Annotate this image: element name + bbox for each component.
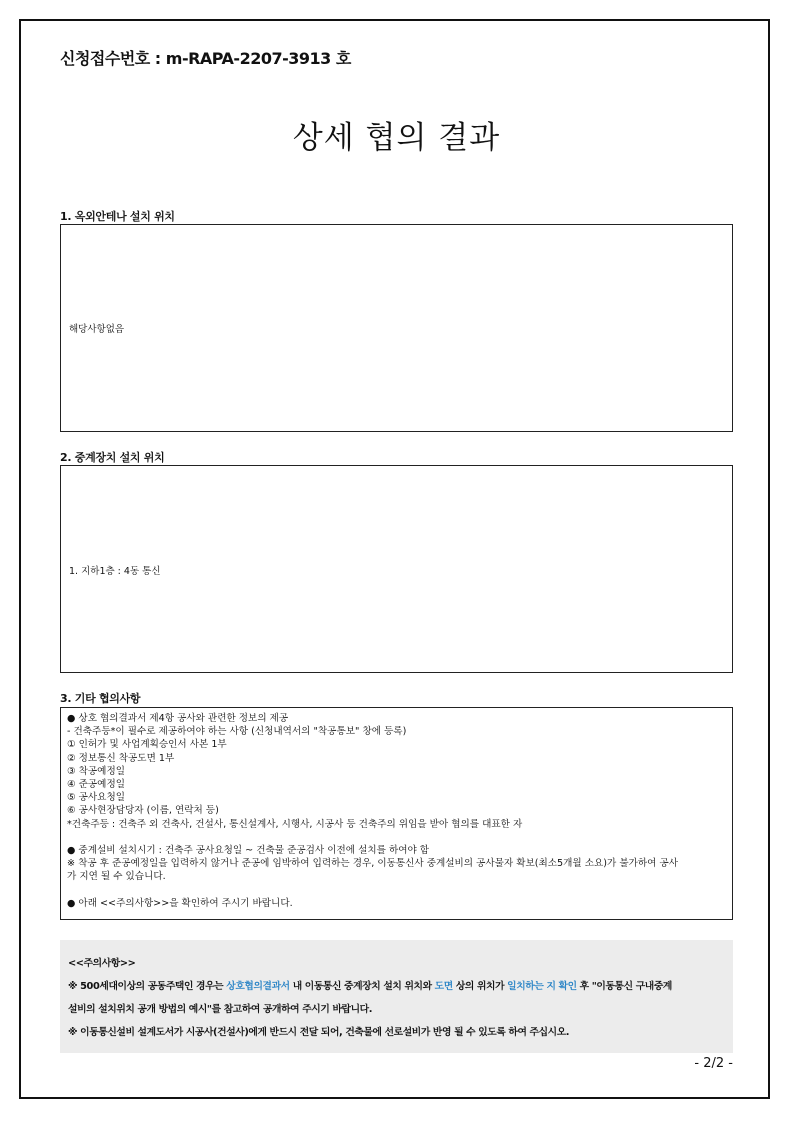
- other-note-line: ⑤ 공사요청일: [67, 792, 125, 804]
- notice-line-1: ※ 500세대이상의 공동주택인 경우는 상호협의결과서 내 이동통신 중계장치 설치 위치와 도면 상의 위치가 일치하는 지 확인 후 "이동통신 구내중계: [68, 981, 672, 992]
- other-note-line: [67, 884, 726, 897]
- other-note-line: ④ 준공예정일: [67, 779, 125, 791]
- other-note-line: 가 지연 될 수 있습니다.: [67, 871, 166, 883]
- other-note-line: [67, 831, 726, 844]
- section-antenna-box: [60, 224, 733, 432]
- notice-highlight-match: 일치하는 지 확인: [507, 981, 577, 992]
- other-note-line: ③ 착공예정일: [67, 765, 125, 777]
- application-number: 신청접수번호 : m-RAPA-2207-3913 호: [60, 49, 351, 68]
- section-antenna-heading: 1. 옥외안테나 설치 위치: [60, 210, 175, 223]
- section-relay-box: [60, 465, 733, 673]
- section-antenna-content: 해당사항없음: [69, 324, 125, 335]
- notice-line-3: ※ 이동통신설비 설계도서가 시공사(건설사)에게 반드시 전달 되어, 건축물에 선로설비가 반영 될 수 있도록 하여 주십시오.: [68, 1027, 570, 1038]
- other-note-line: ● 중계설비 설치시기 : 건축주 공사요청일 ~ 건축물 준공검사 이전에 설치를 하여야 함: [67, 845, 430, 857]
- notice-line-2: 설비의 설치위치 공개 방법의 예시"를 참고하여 공개하여 주시기 바랍니다.: [68, 1004, 373, 1015]
- other-note-line: ⑥ 공사현장담당자 (이름, 연락처 등): [67, 805, 219, 817]
- other-notes-list: [67, 712, 726, 910]
- other-note-line: ② 정보통신 착공도면 1부: [67, 752, 175, 764]
- page-number: - 2/2 -: [694, 1056, 733, 1071]
- caution-notice: [60, 940, 733, 1053]
- other-note-line: - 건축주등*이 필수로 제공하여야 하는 사항 (신청내역서의 "착공통보" 창에 등록): [67, 726, 407, 738]
- section-relay-heading: 2. 중계장치 설치 위치: [60, 451, 165, 464]
- other-note-line: ● 상호 협의결과서 제4항 공사와 관련한 정보의 제공: [67, 713, 289, 724]
- other-note-line: ※ 착공 후 준공예정일을 입력하지 않거나 준공에 임박하여 입력하는 경우, 이동통신사 중계설비의 공사물자 확보(최소5개월 소요)가 불가하여 공사: [67, 858, 678, 870]
- section-other-heading: 3. 기타 협의사항: [60, 692, 141, 705]
- section-relay-content: 1. 지하1층 : 4동 통신: [69, 566, 161, 577]
- notice-highlight-agreement: 상호협의결과서: [226, 981, 290, 992]
- other-note-line: ● 아래 <<주의사항>>을 확인하여 주시기 바랍니다.: [67, 897, 293, 909]
- notice-title: <<주의사항>>: [68, 958, 136, 969]
- other-note-line: *건축주등 : 건축주 외 건축사, 건설사, 통신설계사, 시행사, 시공사 등 건축주의 위임을 받아 협의를 대표한 자: [67, 818, 523, 830]
- section-other-box: [60, 707, 733, 920]
- page-title: 상세 협의 결과: [292, 120, 501, 156]
- notice-highlight-drawing: 도면: [434, 981, 453, 992]
- other-note-line: ① 인허가 및 사업계획승인서 사본 1부: [67, 739, 227, 751]
